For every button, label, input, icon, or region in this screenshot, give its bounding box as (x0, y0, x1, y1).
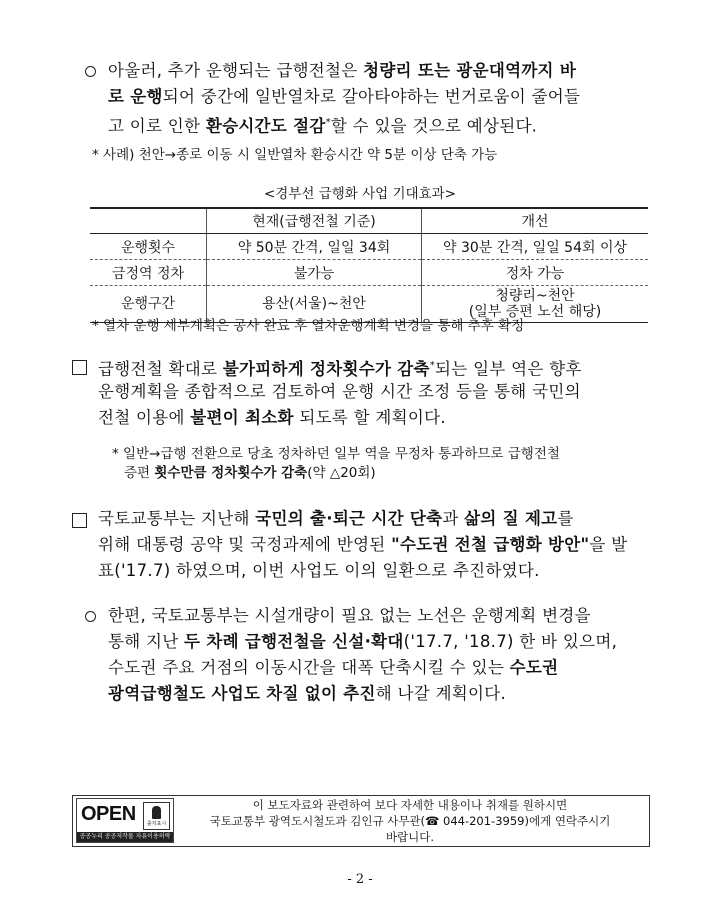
table-header-cell (90, 208, 207, 234)
para3-line2: 위해 대통령 공약 및 국정과제에 반영된 "수도권 전철 급행화 방안"을 발 (98, 535, 628, 554)
page-number: - 2 - (347, 872, 373, 887)
footnote-table: * 열차 운행 세부계획은 공사 완료 후 열차운행계획 변경을 통해 추후 확정 (92, 318, 525, 334)
attribution-badge (143, 802, 170, 830)
table-header-row (90, 208, 648, 234)
para1-line1: 아울러, 추가 운행되는 급행전철은 청량리 또는 광운대역까지 바 (108, 61, 577, 80)
table-cell-line: 청량리~천안 (495, 288, 575, 304)
para4-line2: 통해 지난 두 차례 급행전철을 신설·확대('17.7, '18.7) 한 바 있으며, (108, 632, 618, 651)
table-cell: 운행횟수 (90, 234, 207, 260)
table-caption: <경부선 급행화 사업 기대효과> (264, 186, 456, 202)
table-cell-line: (일부 증편 노선 해당) (468, 304, 602, 320)
badge-label: 출처표시 (146, 821, 167, 827)
para2-line1: 급행전철 확대로 불가피하게 정차횟수가 감축*되는 일부 역은 향후 (98, 359, 582, 379)
contact-line: 국토교통부 광역도시철도과 김인규 사무관(☎ 044-201-3959)에게 연락주시기 (209, 814, 611, 828)
para4-line3: 수도권 주요 거점의 이동시간을 대폭 단축시킬 수 있는 수도권 (108, 658, 559, 677)
table-cell: 용산(서울)~천안 (207, 286, 422, 323)
para3-line3: 표('17.7) 하였으며, 이번 사업도 이의 일환으로 추진하였다. (98, 561, 540, 580)
table-cell: 정차 가능 (422, 260, 649, 286)
table-header-cell: 현재(급행전철 기준) (207, 208, 422, 234)
table-row (90, 260, 648, 286)
contact-info (175, 797, 645, 845)
square-bullet (72, 360, 87, 375)
effects-table (90, 207, 648, 323)
para2-line2: 운행계획을 종합적으로 검토하여 운행 시간 조정 등을 통해 국민의 (98, 382, 581, 401)
open-logo-text: OPEN (81, 803, 136, 825)
table-cell: 약 30분 간격, 일일 54회 이상 (422, 234, 649, 260)
para4-line1: 한편, 국토교통부는 시설개량이 필요 없는 노선은 운행계획 변경을 (108, 606, 591, 625)
table-cell: 운행구간 (90, 286, 207, 323)
table-cell: 약 50분 간격, 일일 34회 (207, 234, 422, 260)
para1-line2: 로 운행되어 중간에 일반열차로 갈아타야하는 번거로움이 줄어들 (108, 87, 581, 106)
para4-line4: 광역급행철도 사업도 차질 없이 추진해 나갈 계획이다. (108, 684, 507, 703)
table-cell: 금정역 정차 (90, 260, 207, 286)
contact-line: 이 보도자료와 관련하여 보다 자세한 내용이나 취재를 원하시면 (252, 798, 568, 812)
table-header-cell: 개선 (422, 208, 649, 234)
footnote-stop-line2: 증편 횟수만큼 정차횟수가 감축(약 △20회) (124, 465, 376, 481)
table-row (90, 234, 648, 260)
table-cell: 불가능 (207, 260, 422, 286)
circle-bullet (85, 611, 96, 622)
person-icon (152, 806, 161, 819)
contact-line: 바랍니다. (385, 830, 435, 844)
footnote-example: * 사례) 천안→종로 이동 시 일반열차 환승시간 약 5분 이상 단축 가능 (92, 147, 498, 163)
para1-line3: 고 이로 인한 환승시간도 절감*할 수 있을 것으로 예상된다. (108, 116, 538, 136)
para2-line3: 전철 이용에 불편이 최소화 되도록 할 계획이다. (98, 408, 446, 427)
para3-line1: 국토교통부는 지난해 국민의 출·퇴근 시간 단축과 삶의 질 제고를 (98, 509, 574, 528)
footnote-stop-line1: * 일반→급행 전환으로 당초 정차하던 일부 역을 무정차 통과하므로 급행전철 (112, 446, 560, 462)
circle-bullet (85, 66, 96, 77)
square-bullet (72, 513, 87, 528)
open-license-logo (76, 798, 174, 843)
open-logo-subtitle: 공공누리 공공저작물 자유이용허락 (77, 832, 173, 842)
